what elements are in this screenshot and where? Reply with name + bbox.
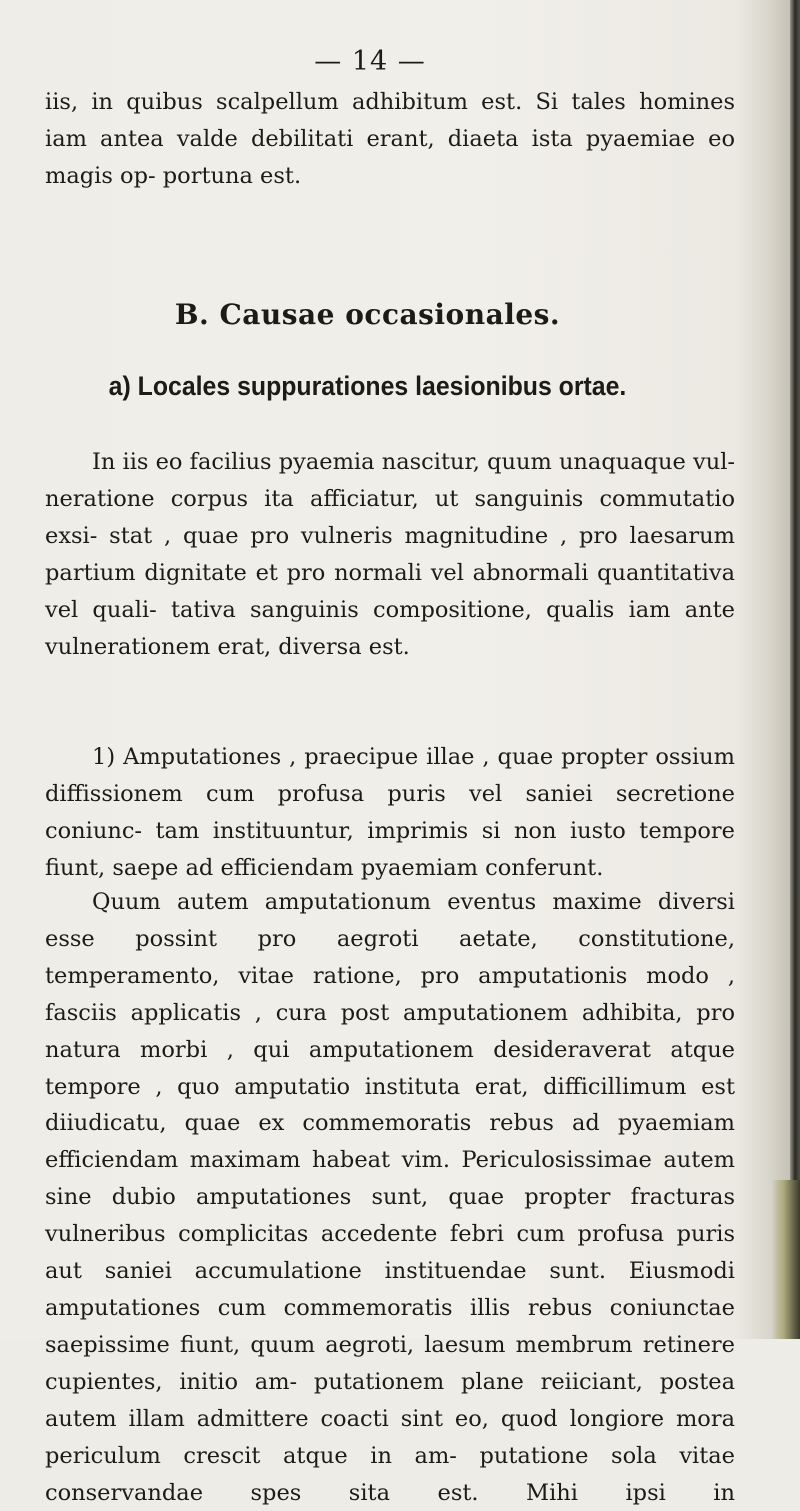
section-heading: B. Causae occasionales. [174,298,561,331]
paragraph-pyaemia-origin: In iis eo facilius pyaemia nascitur, quum unaquaque vul- neratione corpus ita afficiatur, ut sanguinis commutatio exsi- stat , quae pro vulneris magnitudine , pro laesarum partium dignitate et pro normali vel abnormali quantitativa vel quali- tativa sanguinis compositione, qualis iam ante vulnerationem erat, diversa est. [45,449,736,660]
paragraph-amputation-outcomes: Quum autem amputationum eventus maxime diversi esse possint pro aegroti aetate, constitutione, temperamento, vitae ratione, pro amputationis modo , fasciis applicatis , cura post amputationem adhibita, pro natura morbi , qui amputationem desideraverat atque tempore , quo amputatio instituta erat, difficillimum est diiudicatu, quae ex commemoratis rebus ad pyaemiam efficiendam maximam habeat vim. Periculosissimae autem sine dubio amputationes sunt, quae propter fracturas vulneribus complicitas accedente febri cum profusa puris aut saniei accumulatione instituendae sunt. Eiusmodi amputationes cum commemoratis illis rebus coniunctae saepissime fiunt, quum aegroti, laesum membrum retinere cupientes, initio am- putationem plane reiiciant, postea autem illam admittere coacti sint eo, quod longiore mora periculum crescit atque in am- putatione sola vitae conservandae spes sita est. Mihi ipsi in [45,889,735,1506]
page-stain [772,1180,800,1339]
subsection-heading: a) Locales suppurationes laesionibus ortae. [108,371,627,401]
paragraph-continuation: iis, in quibus scalpellum adhibitum est. Si tales homines iam antea valde debilitati erant, diaeta ista pyaemiae eo magis op- portuna est. [45,89,735,189]
page-binding-edge [790,0,800,1339]
page-number: — 14 — [314,46,426,77]
paragraph-amputationes: 1) Amputationes , praecipue illae , quae propter ossium diffissionem cum profusa puris vel saniei secretione coniunc- tam instituuntur, imprimis si non iusto tempore fiunt, saepe ad efficiendam pyaemiam conferunt. [45,744,735,881]
